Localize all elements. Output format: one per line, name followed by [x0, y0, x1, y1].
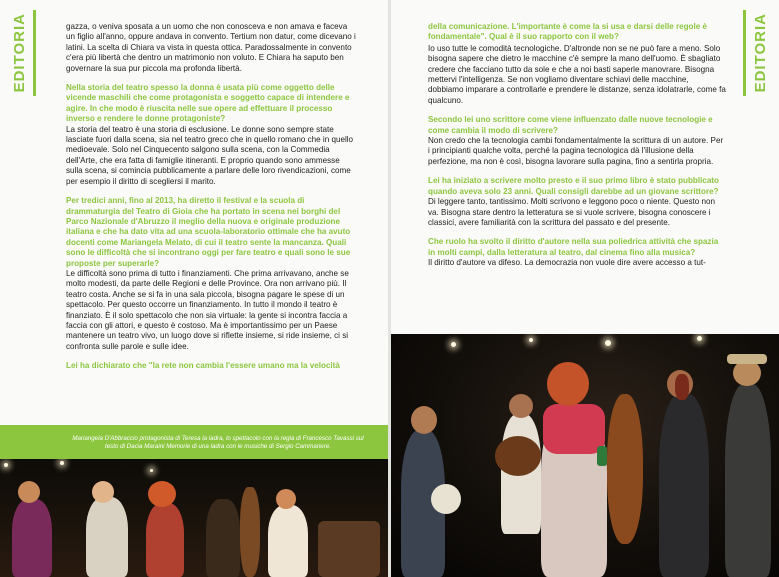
stage-light	[451, 342, 456, 347]
left-page	[0, 0, 388, 577]
stage-light	[4, 463, 8, 467]
musician-figure	[725, 384, 771, 577]
photo-caption	[0, 425, 388, 459]
performer-figure	[268, 505, 308, 577]
section-tab-bar-left	[33, 10, 36, 96]
guitar-instrument	[495, 436, 541, 476]
paragraph: Il diritto d'autore va difeso. La democrazia non vuole dire avere accesso a tut-	[428, 258, 706, 268]
musician-head	[411, 406, 437, 434]
red-jacket	[543, 404, 605, 454]
musician-figure	[659, 394, 709, 577]
tambourine-instrument	[431, 484, 461, 514]
interview-question: Per tredici anni, fino al 2013, ha diretto il festival e la scuola di drammaturgia del Teatro di Gioia che ha portato in scena nei borghi del Parco Nazionale d'Abruzzo il meglio della nuova e originale produzione italiana e che ha dato vita ad una scuola-laboratorio ottimale che ha avuto docenti come Mariangela Melato, di cui il teatro sente la mancanza. Quali sono le difficoltà che si incontrano oggi per fare teatro e quali sono le sue proposte per superarle?	[66, 196, 351, 268]
lead-performer-head	[547, 362, 589, 406]
musician-head	[509, 394, 533, 418]
paragraph: Le difficoltà sono prima di tutto i finanziamenti. Che prima arrivavano, anche se molto modesti, da parte delle Regioni e delle Province. Ora non arrivano più. Il teatro costa. Anche se si fa in una sala piccola, bisogna pagare le spese di un spettacolo. Per questo occorre un finanziamento. In tutto il mondo il teatro è finanziato. È il solo spettacolo che non sia virtuale: la gente si incontra faccia a faccia con gli attori, e questo è costoso. Ma è importantissimo per un Paese mantenere un teatro vivo, un luogo dove si riflette insieme, si ride insieme, ci si confronta sulle parole e sulle idee.	[66, 268, 349, 351]
paragraph: La storia del teatro è una storia di esclusione. Le donne sono sempre state lasciate fuori dalla scena, sia nel teatro greco che in quello romano che in quello medioevale. Solo nel Cinquecento salgono sulla scena, con la Commedia dell'Arte, che era fatta di famiglie itineranti. E proprio quando sono ammesse sulla scena, si comincia pubblicamente a parlare delle loro rivendicazioni, come per esempio il diritto di scegliersi il marito.	[66, 124, 354, 186]
musician-figure	[206, 499, 240, 577]
violin-instrument	[675, 374, 689, 400]
photo-caption-text: Mariangela D'Abbraccio protagonista di Teresa la ladra, lo spettacolo con la regia di Francesco Tavassi sul testo di Dacia Maraini Memorie di una ladra con le musiche di Sergio Cammariere.	[72, 435, 364, 450]
interview-question: Che ruolo ha svolto il diritto d'autore nella sua poliedrica attività che spazia in molti campi, dalla letteratura al teatro, dal cinema fino alla musica?	[428, 237, 719, 257]
green-bottle	[597, 446, 607, 466]
stage-photo-right	[391, 334, 779, 577]
stage-light	[697, 336, 702, 341]
paragraph: gazza, o veniva sposata a un uomo che non conosceva e non amava e faceva un figlio all'anno, oppure andava in convento. Tertium non datur, come dicevano i latini. La scelta di Chiara va vista in questa ottica. Paradossalmente in convento c'era più libertà che dentro un matrimonio non voluto. E Chiara ha saputo ben governare la sua pur piccola ma profonda libertà.	[66, 22, 356, 73]
double-bass-instrument	[607, 394, 643, 544]
performer-head	[148, 481, 176, 507]
interview-question: Secondo lei uno scrittore come viene influenzato dalle nuove tecnologie e come cambia il modo di scrivere?	[428, 115, 713, 135]
stage-light	[150, 469, 153, 472]
paragraph: Non credo che la tecnologia cambi fondamentalmente la scrittura di un autore. Per i principianti qualche volta, perché la pagina tecnologica dà l'illusione della perfezione, ma non è così, bisogna lavorare sulla pagina, fino a sentirla propria.	[428, 136, 724, 166]
interview-question: Nella storia del teatro spesso la donna è usata più come oggetto delle vicende maschili che come protagonista e soggetto capace di intendere e agire. In che modo è riuscita nelle sue opere ad effettuare il processo inverso e rendere le donne protagoniste?	[66, 83, 350, 124]
piano-instrument	[318, 521, 380, 577]
paragraph: Di leggere tanto, tantissimo. Molti scrivono e leggono poco o niente. Questo non va. Bisogna stare dentro la letteratura se si vuole scrivere, bisogna conoscere i classici, avere familiarità con la scrittura del passato e del presente.	[428, 197, 716, 227]
section-label-left: EDITORIA	[10, 13, 28, 93]
paragraph: Io uso tutte le comodità tecnologiche. D'altronde non se ne può fare a meno. Solo bisogna sapere che dietro le macchine c'è sempre la mano dell'uomo. È sbagliato credere che facciano tutto da sole e che a noi basti saperle manovrare. Bisogna mettervi l'intelligenza. Se non vogliamo diventare schiavi delle macchine, dobbiamo imparare a controllarle e prendere le distanze, senza idolatrarle, come fa qualcuno.	[428, 43, 726, 105]
left-column	[66, 22, 356, 372]
performer-head	[92, 481, 114, 503]
interview-question: Lei ha dichiarato che "la rete non cambia l'essere umano ma la velocità	[66, 361, 340, 371]
section-tab-right	[747, 10, 773, 96]
stage-photo-left	[0, 459, 388, 577]
double-bass-instrument	[240, 487, 260, 577]
interview-question: della comunicazione. L'importante è come la si usa e darsi delle regole è fondamentale". Qual è il suo rapporto con il web?	[428, 22, 708, 42]
section-label-right: EDITORIA	[751, 13, 769, 93]
performer-head	[18, 481, 40, 503]
performer-figure	[146, 503, 184, 577]
stage-light	[605, 340, 611, 346]
section-tab-left	[6, 10, 32, 96]
straw-hat	[727, 354, 767, 364]
performer-figure	[86, 497, 128, 577]
interview-question: Lei ha iniziato a scrivere molto presto e il suo primo libro è stato pubblicato quando aveva solo 23 anni. Quali consigli darebbe ad un giovane scrittore?	[428, 176, 719, 196]
performer-head	[276, 489, 296, 509]
stage-light	[60, 461, 64, 465]
section-tab-bar-right	[743, 10, 746, 96]
performer-figure	[12, 499, 52, 577]
right-column	[428, 22, 726, 278]
stage-light	[529, 338, 533, 342]
